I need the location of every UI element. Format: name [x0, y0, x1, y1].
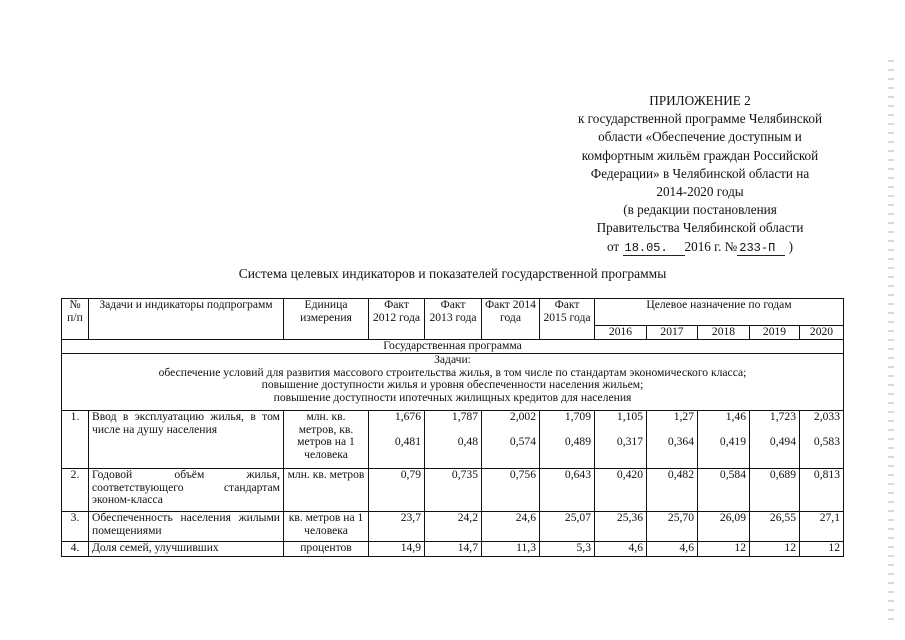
section-row: [62, 340, 844, 354]
value-cell: 14,7: [425, 542, 482, 557]
value-cell: 0,643: [540, 469, 595, 512]
row-unit: процентов: [284, 542, 369, 557]
header-target-group: Целевое назначение по годам: [595, 299, 844, 326]
row-unit: млн. кв. метров, кв. метров на 1 человека: [284, 411, 369, 469]
row-unit: млн. кв. метров: [284, 469, 369, 512]
table-row: [62, 542, 844, 557]
decree-line: [540, 238, 860, 256]
value-cell: 0,689: [750, 469, 800, 512]
value-cell: 12: [750, 542, 800, 557]
header-fact-2013: Факт 2013 года: [425, 299, 482, 340]
row-num: 2.: [62, 469, 89, 512]
tasks-row: [62, 354, 844, 411]
task-line: повышение доступности ипотечных жилищных кредитов для населения: [273, 390, 632, 404]
value-cell: 1,709 0,489: [540, 411, 595, 469]
value-cell: 0,420: [595, 469, 647, 512]
header-year-2018: 2018: [698, 326, 750, 340]
task-line: повышение доступности жилья и уровня обеспеченности населения жильем;: [261, 378, 644, 392]
decree-mid: 2016 г. №: [684, 238, 738, 254]
value-cell: 12: [800, 542, 844, 557]
decree-suffix: ): [788, 238, 793, 254]
value-cell: 0,756: [482, 469, 540, 512]
value-cell: 4,6: [595, 542, 647, 557]
row-name: Годовой объём жилья, соответствующего стандартам эконом-класса: [89, 469, 284, 512]
row-unit: кв. метров на 1 человека: [284, 512, 369, 542]
header-year-2017: 2017: [647, 326, 698, 340]
value-cell: 11,3: [482, 542, 540, 557]
value-cell: 24,6: [482, 512, 540, 542]
header-year-2019: 2019: [750, 326, 800, 340]
value-cell: 0,584: [698, 469, 750, 512]
value-cell: 0,79: [369, 469, 425, 512]
header-unit: Единица измерения: [284, 299, 369, 340]
decree-number: 233-П: [737, 241, 785, 256]
table-row: [62, 411, 844, 469]
appendix-header: [540, 92, 860, 256]
header-year-2016: 2016: [595, 326, 647, 340]
value-cell: 0,735: [425, 469, 482, 512]
value-cell: 1,676 0,481: [369, 411, 425, 469]
row-name: Обеспеченность населения жилыми помещениями: [89, 512, 284, 542]
row-num: 3.: [62, 512, 89, 542]
value-cell: 14,9: [369, 542, 425, 557]
table-title: Система целевых индикаторов и показателей государственной программы: [238, 266, 667, 281]
header-num: № п/п: [62, 299, 89, 340]
section-title: Государственная программа: [62, 340, 844, 354]
appendix-line: области «Обеспечение доступным и: [598, 129, 802, 145]
value-cell: 25,70: [647, 512, 698, 542]
table-row: [62, 469, 844, 512]
value-cell: 26,55: [750, 512, 800, 542]
value-cell: 25,07: [540, 512, 595, 542]
decree-prefix: от: [607, 238, 620, 254]
tasks-heading: Задачи:: [434, 353, 471, 366]
value-cell: 23,7: [369, 512, 425, 542]
row-name: Доля семей, улучшивших: [89, 542, 284, 557]
value-cell: 2,033 0,583: [800, 411, 844, 469]
value-cell: 1,723 0,494: [750, 411, 800, 469]
value-cell: 4,6: [647, 542, 698, 557]
value-cell: 1,46 0,419: [698, 411, 750, 469]
appendix-line: Правительства Челябинской области: [596, 220, 804, 236]
row-num: 1.: [62, 411, 89, 469]
row-name: Ввод в эксплуатацию жилья, в том числе на душу населения: [89, 411, 284, 469]
value-cell: 2,002 0,574: [482, 411, 540, 469]
appendix-line: к государственной программе Челябинской: [577, 111, 823, 127]
header-row: [62, 299, 844, 326]
value-cell: 25,36: [595, 512, 647, 542]
value-cell: 0,813: [800, 469, 844, 512]
value-cell: 5,3: [540, 542, 595, 557]
value-cell: 24,2: [425, 512, 482, 542]
row-num: 4.: [62, 542, 89, 557]
header-fact-2015: Факт 2015 года: [540, 299, 595, 340]
scan-margin-marks: [888, 60, 894, 620]
appendix-line: Федерации» в Челябинской области на: [590, 165, 810, 181]
value-cell: 1,105 0,317: [595, 411, 647, 469]
value-cell: 26,09: [698, 512, 750, 542]
header-fact-2012: Факт 2012 года: [369, 299, 425, 340]
value-cell: 1,27 0,364: [647, 411, 698, 469]
appendix-line: 2014-2020 годы: [656, 184, 744, 200]
indicators-table: [61, 298, 844, 557]
tasks-block: [62, 354, 844, 411]
appendix-title: ПРИЛОЖЕНИЕ 2: [649, 93, 751, 108]
decree-date: 18.05.: [623, 241, 685, 256]
value-cell: 27,1: [800, 512, 844, 542]
value-cell: 12: [698, 542, 750, 557]
header-fact-2014: Факт 2014 года: [482, 299, 540, 340]
table-row: [62, 512, 844, 542]
header-tasks: Задачи и индикаторы подпрограмм: [89, 299, 284, 340]
header-year-2020: 2020: [800, 326, 844, 340]
appendix-line: комфортным жильём граждан Российской: [581, 147, 819, 163]
appendix-line: (в редакции постановления: [623, 202, 777, 218]
value-cell: 1,787 0,48: [425, 411, 482, 469]
value-cell: 0,482: [647, 469, 698, 512]
task-line: обеспечение условий для развития массового строительства жилья, в том числе по стандартам экономического класса;: [158, 365, 747, 379]
